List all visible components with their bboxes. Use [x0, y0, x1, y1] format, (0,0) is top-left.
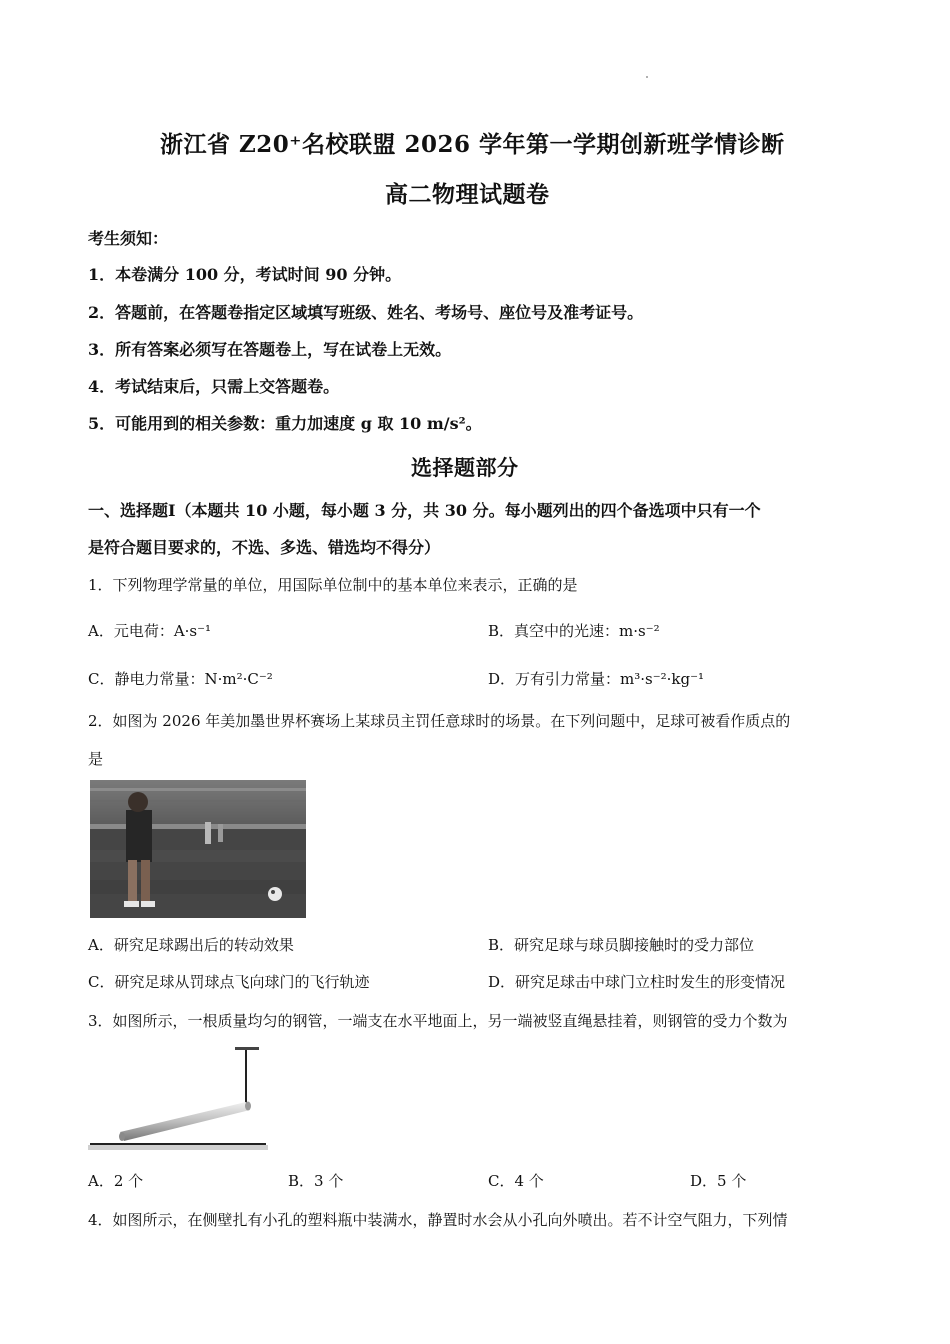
q2-stem-line2: 是 [88, 750, 104, 768]
notice-item-2: 2．答题前，在答题卷指定区域填写班级、姓名、考场号、座位号及准考证号。 [88, 303, 644, 322]
page-title-line2: 高二物理试题卷 [385, 181, 550, 208]
q1-option-a: A．元电荷：A·s⁻¹ [88, 622, 212, 640]
notice-heading: 考生须知： [88, 229, 169, 248]
q1-stem: 1．下列物理学常量的单位，用国际单位制中的基本单位来表示，正确的是 [88, 576, 578, 594]
q2-option-b: B．研究足球与球员脚接触时的受力部位 [488, 936, 755, 954]
section-title: 选择题部分 [411, 455, 519, 480]
notice-item-4: 4．考试结束后，只需上交答题卷。 [88, 377, 340, 396]
section-intro-line1: 一、选择题Ⅰ（本题共 10 小题，每小题 3 分，共 30 分。每小题列出的四个备选项中只有一个 [88, 501, 761, 520]
q3-option-d: D．5 个 [690, 1172, 747, 1190]
notice-item-3: 3．所有答案必须写在答题卷上，写在试卷上无效。 [88, 340, 452, 359]
page-title-line1: 浙江省 Z20⁺名校联盟 2026 学年第一学期创新班学情诊断 [160, 131, 785, 158]
q1-option-c: C．静电力常量：N·m²·C⁻² [88, 670, 273, 688]
q3-stem: 3．如图所示，一根质量均匀的钢管，一端支在水平地面上，另一端被竖直绳悬挂着，则钢管的受力个数为 [88, 1012, 788, 1030]
notice-item-5: 5．可能用到的相关参数：重力加速度 g 取 10 m/s²。 [88, 414, 482, 433]
q3-option-c: C．4 个 [488, 1172, 544, 1190]
q4-stem: 4．如图所示，在侧壁扎有小孔的塑料瓶中装满水，静置时水会从小孔向外喷出。若不计空气阻力，下列情 [88, 1211, 788, 1229]
q2-option-d: D．研究足球击中球门立柱时发生的形变情况 [488, 973, 786, 991]
q3-option-a: A．2 个 [88, 1172, 144, 1190]
steel-pipe-diagram [88, 1044, 268, 1152]
q2-option-c: C．研究足球从罚球点飞向球门的飞行轨迹 [88, 973, 370, 991]
q3-option-b: B．3 个 [288, 1172, 344, 1190]
free-kick-photo [90, 780, 306, 918]
q2-stem-line1: 2．如图为 2026 年美加墨世界杯赛场上某球员主罚任意球时的场景。在下列问题中，足球可被看作质点的 [88, 712, 791, 730]
q1-option-b: B．真空中的光速：m·s⁻² [488, 622, 660, 640]
q2-option-a: A．研究足球踢出后的转动效果 [88, 936, 294, 954]
notice-item-1: 1．本卷满分 100 分，考试时间 90 分钟。 [88, 265, 402, 284]
scan-dot [646, 76, 648, 78]
q1-option-d: D．万有引力常量：m³·s⁻²·kg⁻¹ [488, 670, 705, 688]
section-intro-line2: 是符合题目要求的，不选、多选、错选均不得分） [88, 538, 441, 557]
